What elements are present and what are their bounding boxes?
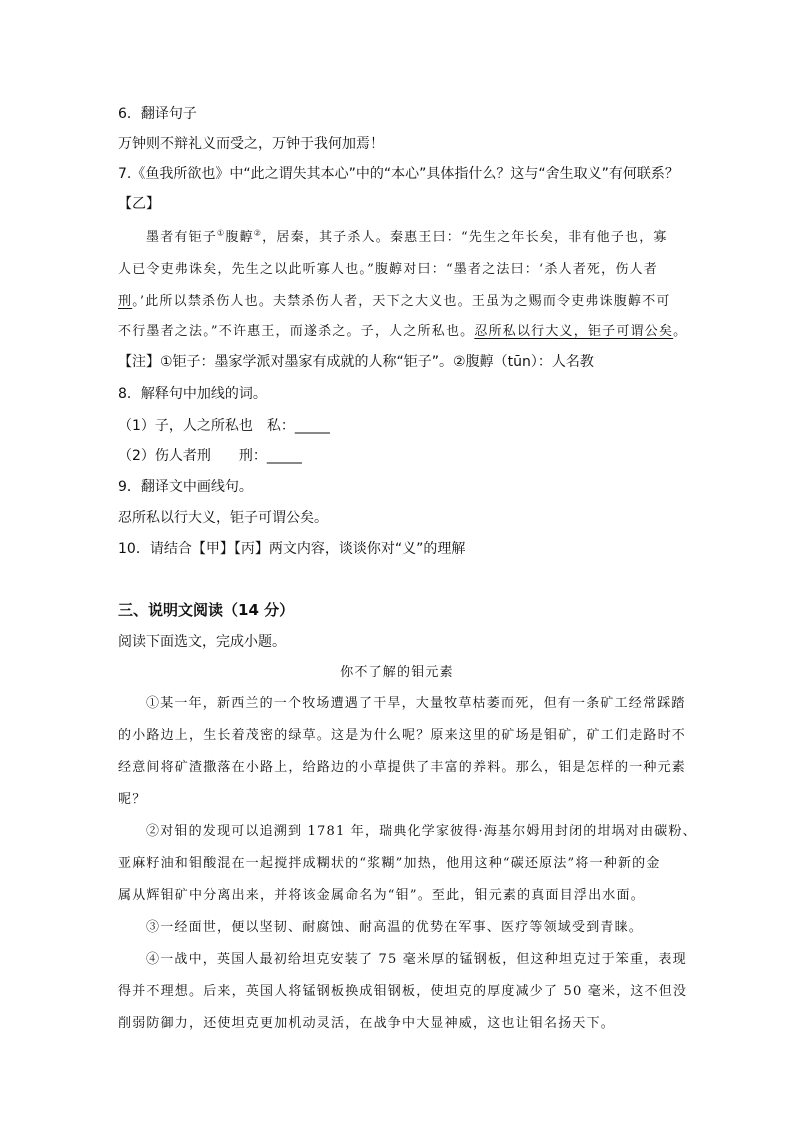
q9-title: 9．翻译文中画线句。 bbox=[118, 479, 253, 495]
q8-title: 8．解释句中加线的词。 bbox=[118, 386, 267, 402]
article-paragraph-1-line-4: 呢？ bbox=[118, 792, 147, 807]
yi-passage-line-1: 墨者有钜子①腹䵍②，居秦，其子杀人。秦惠王曰：“先生之年长矣，非有他子也，寡 bbox=[146, 228, 668, 245]
yi-passage-line-3: 刑。’此所以禁杀伤人也。夫禁杀伤人者，天下之大义也。王虽为之赐而令吏弗诛腹䵍不可 bbox=[118, 294, 671, 309]
article-paragraph-1-line-1: ①某一年，新西兰的一个牧场遭遇了干旱，大量牧草枯萎而死，但有一条矿工经常踩踏 bbox=[146, 696, 686, 711]
yi-passage-line-4: 不行墨者之法。”不许惠王，而遂杀之。子，人之所私也。忍所私以行大义，钜子可谓公矣。 bbox=[118, 324, 688, 339]
section-instruction: 阅读下面选文，完成小题。 bbox=[118, 634, 286, 650]
yi-label: 【乙】 bbox=[118, 196, 160, 212]
q8-item-2: （2）伤人者刑 刑：_____ bbox=[118, 448, 302, 464]
annotation-note: 【注】①钜子：墨家学派对墨家有成就的人称“钜子”。②腹䵍（tūn）：人名教 bbox=[118, 354, 594, 370]
article-title: 你不了解的钼元素 bbox=[340, 665, 454, 680]
q9-sentence: 忍所私以行大义，钜子可谓公矣。 bbox=[118, 510, 328, 526]
article-paragraph-4-line-1: ④一战中，英国人最初给坦克安装了 75 毫米厚的锰钢板，但这种坦克过于笨重，表现 bbox=[146, 952, 687, 967]
article-paragraph-2-line-2: 亚麻籽油和钼酸混在一起搅拌成糊状的“浆糊”加热，他用这种“碳还原法”将一种新的金 bbox=[118, 856, 661, 871]
section-heading: 三、说明文阅读（14 分） bbox=[118, 601, 295, 619]
article-paragraph-4-line-3: 削弱防御力，还使坦克更加机动灵活，在战争中大显神威，这也让钼名扬天下。 bbox=[118, 1016, 616, 1031]
q6-title: 6．翻译句子 bbox=[118, 106, 197, 122]
article-paragraph-2-line-3: 属从辉钼矿中分离出来，并将该金属命名为“钼”。至此，钼元素的真面目浮出水面。 bbox=[118, 888, 645, 903]
q7-question: 7.《鱼我所欲也》中“此之谓失其本心”中的“本心”具体指什么？这与“舍生取义”有何联系？ bbox=[118, 166, 679, 182]
article-paragraph-3-line-1: ③一经面世，便以坚韧、耐腐蚀、耐高温的优势在军事、医疗等领域受到青睐。 bbox=[146, 920, 644, 935]
yi-passage-line-2: 人已令吏弗诛矣，先生之以此听寡人也。”腹䵍对曰：“墨者之法曰：‘杀人者死，伤人者 bbox=[118, 262, 658, 277]
article-paragraph-1-line-2: 的小路边上，生长着茂密的绿草。这是为什么呢？原来这里的矿场是钼矿，矿工们走路时不 bbox=[118, 728, 687, 743]
article-paragraph-1-line-3: 经意间将矿渣撒落在小路上，给路边的小草提供了丰富的养料。那么，钼是怎样的一种元素 bbox=[118, 760, 687, 775]
q8-item-1: （1）子，人之所私也 私：_____ bbox=[118, 418, 330, 434]
article-paragraph-2-line-1: ②对钼的发现可以追溯到 1781 年，瑞典化学家彼得·海基尔姆用封闭的坩埚对由碳粉、 bbox=[146, 824, 697, 839]
q10-question: 10．请结合【甲】【丙】两文内容，谈谈你对“义”的理解 bbox=[118, 541, 466, 557]
q6-sentence: 万钟则不辩礼义而受之，万钟于我何加焉！ bbox=[118, 136, 384, 152]
article-paragraph-4-line-2: 得并不理想。后来，英国人将锰钢板换成钼钢板，使坦克的厚度减少了 50 毫米，这不但没 bbox=[118, 984, 688, 999]
